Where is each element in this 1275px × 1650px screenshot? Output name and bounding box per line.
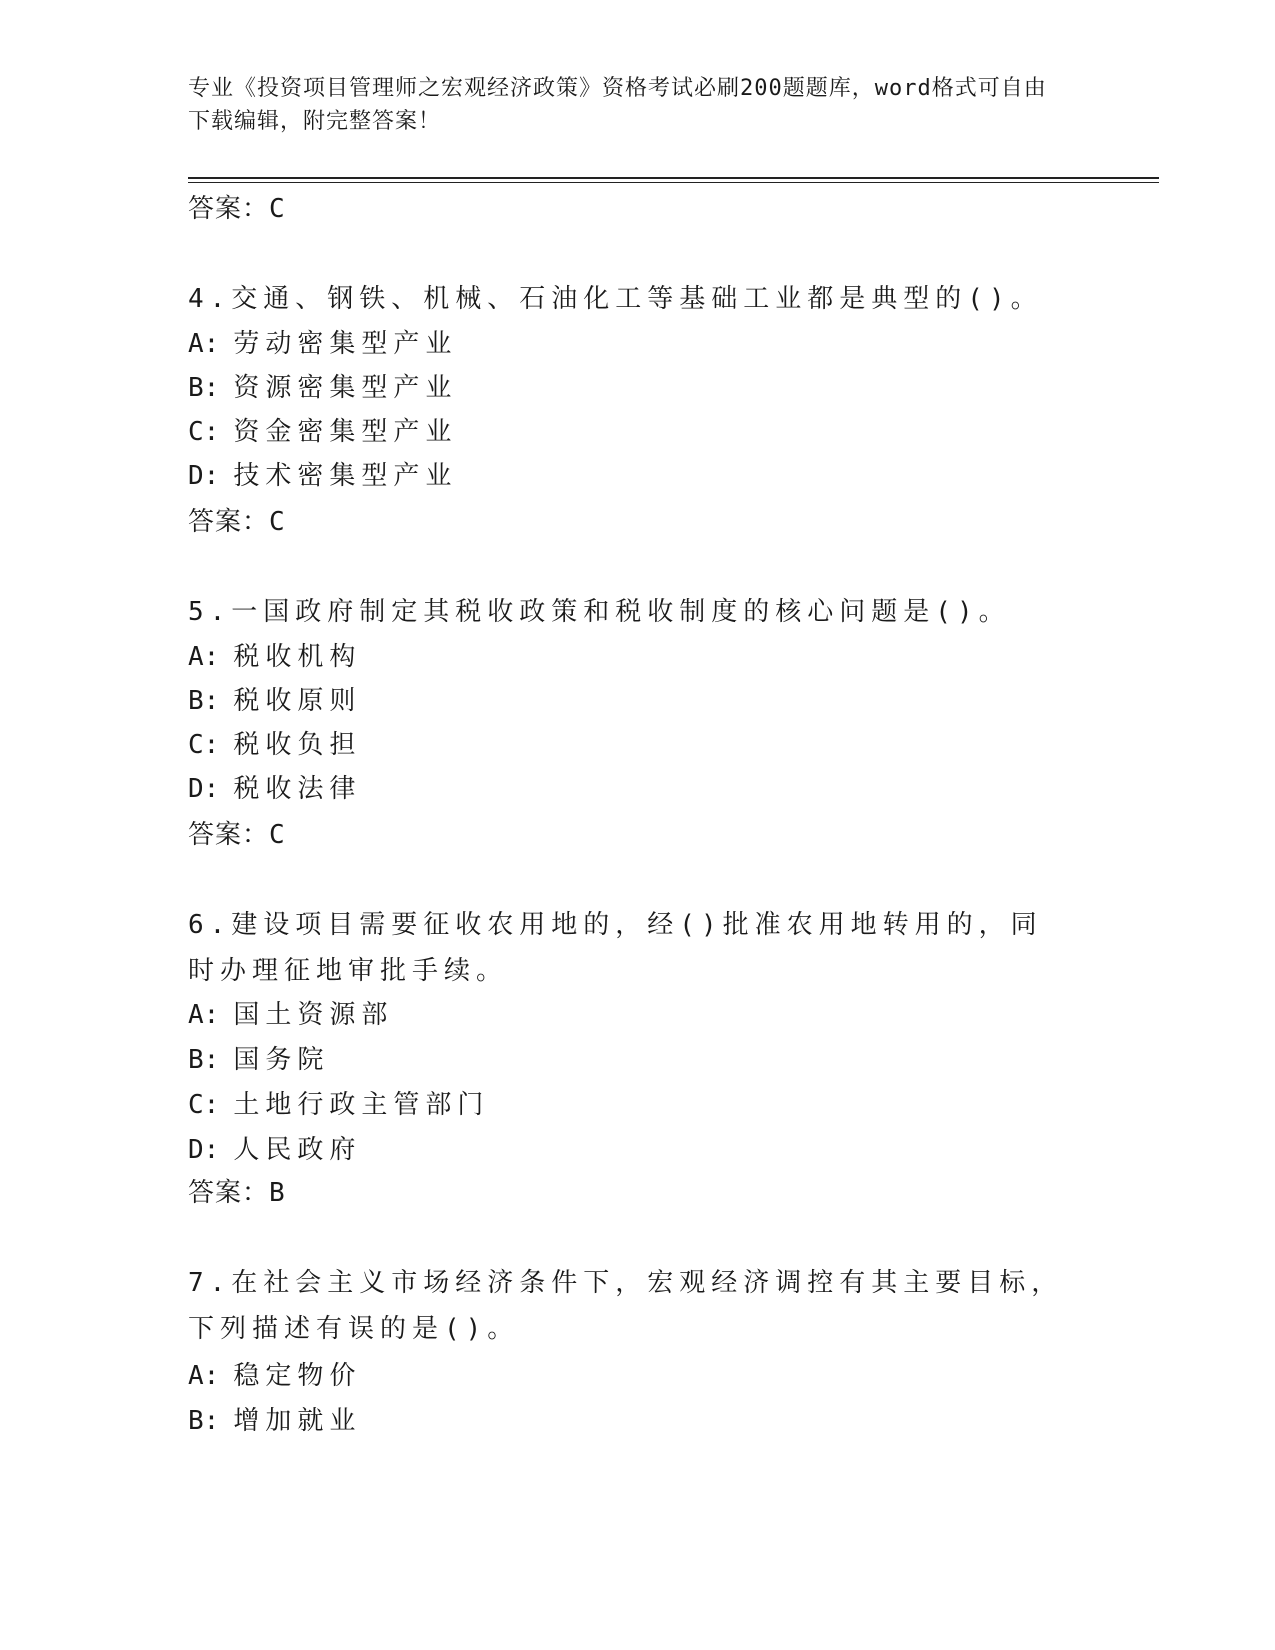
option-text: 人民政府 bbox=[233, 1135, 362, 1165]
answer-value: C bbox=[269, 507, 286, 537]
question-4-option-a bbox=[188, 327, 457, 361]
answer-label: 答案： bbox=[188, 507, 270, 537]
option-key: D: bbox=[188, 774, 220, 804]
question-5-option-d bbox=[188, 772, 361, 806]
question-7-option-a bbox=[188, 1359, 361, 1393]
option-key: C: bbox=[188, 730, 220, 760]
question-5-option-c bbox=[188, 728, 361, 762]
option-text: 税收法律 bbox=[233, 774, 362, 804]
option-key: C: bbox=[188, 417, 220, 447]
document-header: 专业《投资项目管理师之宏观经济政策》资格考试必刷200题题库，word格式可自由下载编辑，附完整答案！ bbox=[188, 76, 1047, 134]
option-key: B: bbox=[188, 1045, 220, 1075]
answer-value: B bbox=[269, 1178, 286, 1208]
question-4-option-d bbox=[188, 459, 457, 493]
option-key: A: bbox=[188, 1000, 220, 1030]
option-text: 税收负担 bbox=[233, 730, 362, 760]
option-text: 国土资源部 bbox=[233, 1000, 394, 1030]
option-key: B: bbox=[188, 373, 220, 403]
answer-label: 答案： bbox=[188, 1178, 270, 1208]
option-text: 资源密集型产业 bbox=[233, 373, 458, 403]
option-key: D: bbox=[188, 1135, 220, 1165]
option-text: 土地行政主管部门 bbox=[233, 1090, 490, 1120]
question-6-option-c bbox=[188, 1088, 489, 1122]
option-text: 国务院 bbox=[233, 1045, 330, 1075]
option-text: 税收原则 bbox=[233, 686, 362, 716]
option-key: C: bbox=[188, 1090, 220, 1120]
question-5-option-a bbox=[188, 640, 361, 674]
option-text: 技术密集型产业 bbox=[233, 461, 458, 491]
question-stem-6: 6.建设项目需要征收农用地的，经()批准农用地转用的，同时办理征地审批手续。 bbox=[188, 910, 1043, 986]
question-6-option-d bbox=[188, 1133, 361, 1167]
header-divider-thin bbox=[188, 182, 1159, 183]
question-5-option-b bbox=[188, 684, 361, 718]
option-key: B: bbox=[188, 686, 220, 716]
answer-label: 答案： bbox=[188, 194, 270, 224]
question-5-answer bbox=[188, 818, 286, 852]
option-text: 增加就业 bbox=[233, 1406, 362, 1436]
option-key: A: bbox=[188, 1361, 220, 1391]
option-key: A: bbox=[188, 642, 220, 672]
answer-value: C bbox=[269, 820, 286, 850]
question-stem-7: 7.在社会主义市场经济条件下，宏观经济调控有其主要目标，下列描述有误的是()。 bbox=[188, 1268, 1064, 1344]
option-text: 资金密集型产业 bbox=[233, 417, 458, 447]
option-text: 劳动密集型产业 bbox=[233, 329, 458, 359]
question-4-option-c bbox=[188, 415, 457, 449]
answer-prev bbox=[188, 192, 286, 226]
header-divider-thick bbox=[188, 177, 1159, 179]
option-text: 税收机构 bbox=[233, 642, 362, 672]
question-6-answer bbox=[188, 1176, 286, 1210]
question-6-option-a bbox=[188, 998, 393, 1032]
option-text: 稳定物价 bbox=[233, 1361, 362, 1391]
question-4-option-b bbox=[188, 371, 457, 405]
question-4-answer bbox=[188, 505, 286, 539]
question-6-option-b bbox=[188, 1043, 329, 1077]
question-stem-4: 4.交通、钢铁、机械、石油化工等基础工业都是典型的()。 bbox=[188, 284, 1043, 314]
option-key: B: bbox=[188, 1406, 220, 1436]
question-7-option-b bbox=[188, 1404, 361, 1438]
option-key: A: bbox=[188, 329, 220, 359]
answer-value: C bbox=[269, 194, 286, 224]
option-key: D: bbox=[188, 461, 220, 491]
answer-label: 答案： bbox=[188, 820, 270, 850]
question-stem-5: 5.一国政府制定其税收政策和税收制度的核心问题是()。 bbox=[188, 597, 1011, 627]
